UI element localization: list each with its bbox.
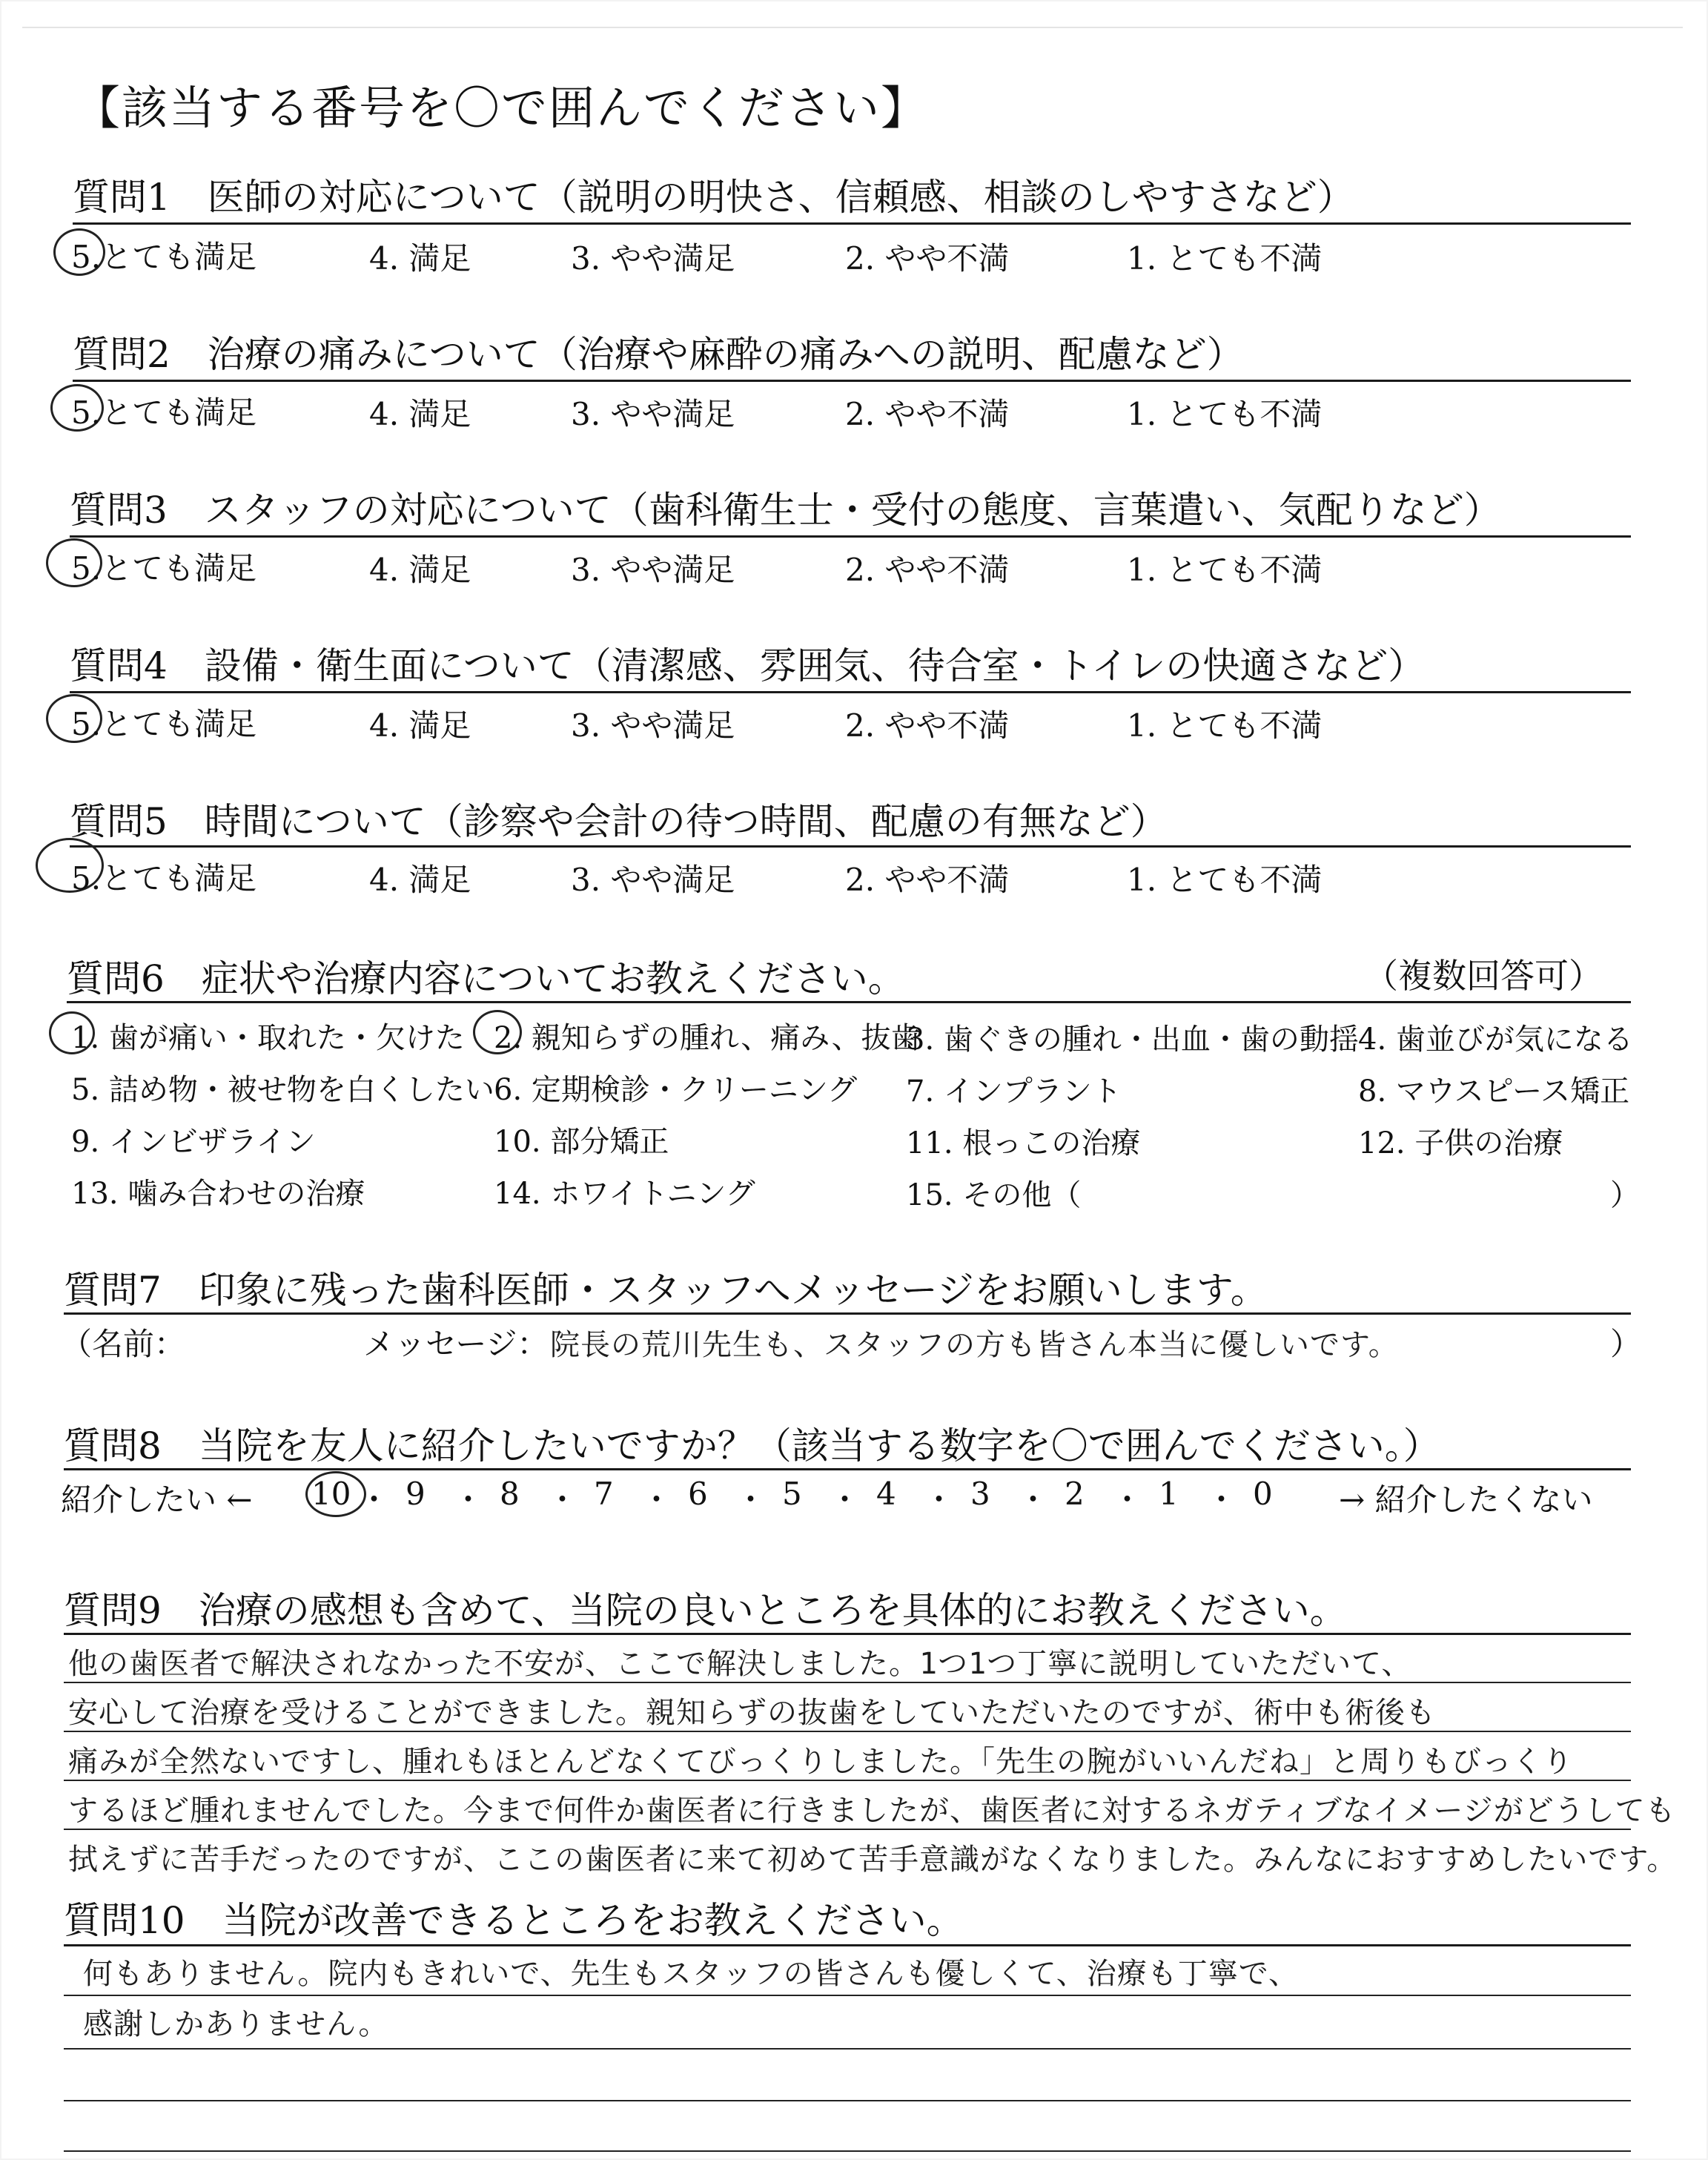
q9-answer-line-4[interactable]: するほど腫れませんでした。今まで何件か歯医者に行きましたが、歯医者に対するネガティブなイメージがどうしても: [68, 1794, 1676, 1828]
q8-scale-value-3[interactable]: 3: [970, 1476, 990, 1512]
q6-rule: [67, 1001, 1631, 1003]
q1-option-3[interactable]: 3. やや満足: [571, 240, 735, 277]
q6-option-1[interactable]: 1. 歯が痛い・取れた・欠けた: [71, 1021, 465, 1055]
q7-name-label: （名前：: [61, 1326, 186, 1362]
q10-rule-4: [64, 2150, 1631, 2152]
q8-scale-value-9[interactable]: 9: [406, 1476, 426, 1512]
q6-option-13[interactable]: 13. 噛み合わせの治療: [71, 1177, 365, 1211]
top-edge-line: [22, 27, 1683, 28]
q4-title: 質問4 設備・衛生面について（清潔感、雰囲気、待合室・トイレの快適さなど）: [70, 644, 1426, 687]
q6-multi-answer-note: （複数回答可）: [1364, 956, 1603, 996]
q9-rule-2: [64, 1731, 1631, 1732]
q4-option-5[interactable]: 5.とても満足: [71, 706, 257, 742]
q9-answer-line-3[interactable]: 痛みが全然ないですし、腫れもほとんどなくてびっくりしました。「先生の腕がいいんだね」と周りもびっくり: [68, 1745, 1573, 1779]
q7-close-paren: ）: [1610, 1326, 1642, 1362]
q8-scale-separator: ・: [735, 1482, 767, 1518]
q5-option-3[interactable]: 3. やや満足: [571, 862, 735, 898]
q6-option-10[interactable]: 10. 部分矯正: [494, 1125, 669, 1159]
q4-option-4[interactable]: 4. 満足: [369, 707, 471, 744]
q5-rule: [70, 845, 1631, 848]
q5-option-2[interactable]: 2. やや不満: [845, 862, 1010, 898]
q10-rule-2: [64, 2048, 1631, 2050]
q2-option-5[interactable]: 5.とても満足: [71, 394, 257, 431]
q7-message-handwritten[interactable]: 院長の荒川先生も、スタッフの方も皆さん本当に優しいです。: [550, 1328, 1399, 1362]
q8-scale-separator: ・: [640, 1482, 672, 1518]
q8-scale-value-10[interactable]: 10: [311, 1476, 351, 1512]
q8-scale-value-7[interactable]: 7: [594, 1476, 614, 1512]
q8-scale-value-6[interactable]: 6: [688, 1476, 708, 1512]
q8-scale-separator: ・: [1205, 1482, 1237, 1518]
q9-answer-line-5[interactable]: 拭えずに苦手だったのですが、ここの歯医者に来て初めて苦手意識がなくなりました。みんなにおすすめしたいです。: [68, 1843, 1678, 1877]
q6-option-15[interactable]: 15. その他（: [906, 1178, 1082, 1212]
q10-rule-3: [64, 2100, 1631, 2101]
q5-title: 質問5 時間について（診察や会計の待つ時間、配慮の有無など）: [70, 800, 1168, 843]
q1-option-2[interactable]: 2. やや不満: [845, 240, 1010, 277]
q1-option-5[interactable]: 5.とても満足: [71, 239, 257, 275]
q2-title: 質問2 治療の痛みについて（治療や麻酔の痛みへの説明、配慮など）: [73, 333, 1244, 376]
q2-option-3[interactable]: 3. やや満足: [571, 396, 735, 432]
q8-scale-separator: ・: [1111, 1482, 1143, 1518]
q6-option-14[interactable]: 14. ホワイトニング: [494, 1177, 755, 1211]
q6-option-12[interactable]: 12. 子供の治療: [1358, 1126, 1563, 1160]
q8-scale-value-1[interactable]: 1: [1159, 1476, 1179, 1512]
q6-option-4[interactable]: 4. 歯並びが気になる: [1358, 1023, 1633, 1057]
q4-option-3[interactable]: 3. やや満足: [571, 707, 735, 744]
q6-option-11[interactable]: 11. 根っこの治療: [906, 1126, 1141, 1160]
q6-option-9[interactable]: 9. インビザライン: [71, 1125, 316, 1159]
q6-option-3[interactable]: 3. 歯ぐきの腫れ・出血・歯の動揺: [906, 1023, 1359, 1057]
q2-rule: [73, 380, 1631, 382]
q5-option-1[interactable]: 1. とても不満: [1127, 862, 1323, 898]
q8-rule: [64, 1468, 1631, 1470]
q9-title: 質問9 治療の感想も含めて、当院の良いところを具体的にお教えください。: [64, 1589, 1347, 1632]
q8-scale-value-4[interactable]: 4: [876, 1476, 896, 1512]
q8-scale-value-2[interactable]: 2: [1065, 1476, 1085, 1512]
q8-scale-value-5[interactable]: 5: [782, 1476, 802, 1512]
q3-option-1[interactable]: 1. とても不満: [1127, 552, 1323, 588]
q9-answer-line-1[interactable]: 他の歯医者で解決されなかった不安が、ここで解決しました。1つ1つ丁寧に説明していただいて、: [68, 1647, 1412, 1681]
q6-option-8[interactable]: 8. マウスピース矯正: [1358, 1074, 1630, 1109]
q4-rule: [70, 691, 1631, 693]
q10-answer-line-2[interactable]: 感謝しかありません。: [83, 2007, 389, 2041]
q4-option-1[interactable]: 1. とても不満: [1127, 707, 1323, 744]
q10-answer-line-1[interactable]: 何もありません。院内もきれいで、先生もスタッフの皆さんも優しくて、治療も丁寧で、: [83, 1957, 1299, 1991]
q3-option-2[interactable]: 2. やや不満: [845, 552, 1010, 588]
form-title: 【該当する番号を〇で囲んでください】: [74, 81, 929, 135]
q7-message-label: メッセージ：: [363, 1326, 549, 1362]
q3-option-3[interactable]: 3. やや満足: [571, 552, 735, 588]
q8-scale-value-0[interactable]: 0: [1253, 1476, 1273, 1512]
q8-scale-separator: ・: [546, 1482, 578, 1518]
q8-scale-separator: ・: [452, 1482, 484, 1518]
q8-scale-separator: ・: [829, 1482, 861, 1518]
q7-rule: [64, 1312, 1631, 1315]
q10-rule-1: [64, 1995, 1631, 1996]
q10-title: 質問10 当院が改善できるところをお教えください。: [64, 1899, 964, 1942]
q9-rule-4: [64, 1829, 1631, 1830]
q8-right-label: → 紹介したくない: [1339, 1482, 1593, 1518]
q4-option-2[interactable]: 2. やや不満: [845, 707, 1010, 744]
q1-title: 質問1 医師の対応について（説明の明快さ、信頼感、相談のしやすさなど）: [73, 176, 1354, 219]
q8-scale-value-8[interactable]: 8: [500, 1476, 520, 1512]
q9-rule-1: [64, 1682, 1631, 1683]
q2-option-1[interactable]: 1. とても不満: [1127, 396, 1323, 432]
q8-scale-separator: ・: [358, 1482, 390, 1518]
q1-option-4[interactable]: 4. 満足: [369, 240, 471, 277]
q7-title: 質問7 印象に残った歯科医師・スタッフへメッセージをお願いします。: [64, 1269, 1268, 1312]
q6-option-2[interactable]: 2. 親知らずの腫れ、痛み、抜歯: [494, 1021, 921, 1055]
q2-option-2[interactable]: 2. やや不満: [845, 396, 1010, 432]
q3-title: 質問3 スタッフの対応について（歯科衛生士・受付の態度、言葉遣い、気配りなど）: [70, 489, 1501, 532]
q8-left-label: 紹介したい ←: [61, 1482, 253, 1518]
q1-option-1[interactable]: 1. とても不満: [1127, 240, 1323, 277]
q10-rule-0: [64, 1944, 1631, 1946]
q6-option-6[interactable]: 6. 定期検診・クリーニング: [494, 1073, 858, 1107]
q1-rule: [73, 222, 1631, 225]
q3-option-5[interactable]: 5.とても満足: [71, 550, 257, 587]
q8-title: 質問8 当院を友人に紹介したいですか？（該当する数字を〇で囲んでください。）: [64, 1424, 1440, 1467]
q8-scale-separator: ・: [1017, 1482, 1049, 1518]
q9-rule-3: [64, 1780, 1631, 1781]
q8-scale-separator: ・: [923, 1482, 955, 1518]
q5-option-5[interactable]: 5.とても満足: [71, 860, 257, 896]
q5-option-4[interactable]: 4. 満足: [369, 862, 471, 898]
q3-rule: [70, 535, 1631, 538]
q6-option-5[interactable]: 5. 詰め物・被せ物を白くしたい: [71, 1073, 494, 1107]
q3-option-4[interactable]: 4. 満足: [369, 552, 471, 588]
q2-option-4[interactable]: 4. 満足: [369, 396, 471, 432]
q9-answer-line-2[interactable]: 安心して治療を受けることができました。親知らずの抜歯をしていただいたのですが、術中も術後も: [68, 1696, 1436, 1730]
q9-rule-0: [64, 1633, 1631, 1635]
q6-option-7[interactable]: 7. インプラント: [906, 1074, 1122, 1109]
q6-other-close-paren: ）: [1610, 1178, 1640, 1212]
q6-title: 質問6 症状や治療内容についてお教えください。: [67, 957, 905, 1000]
